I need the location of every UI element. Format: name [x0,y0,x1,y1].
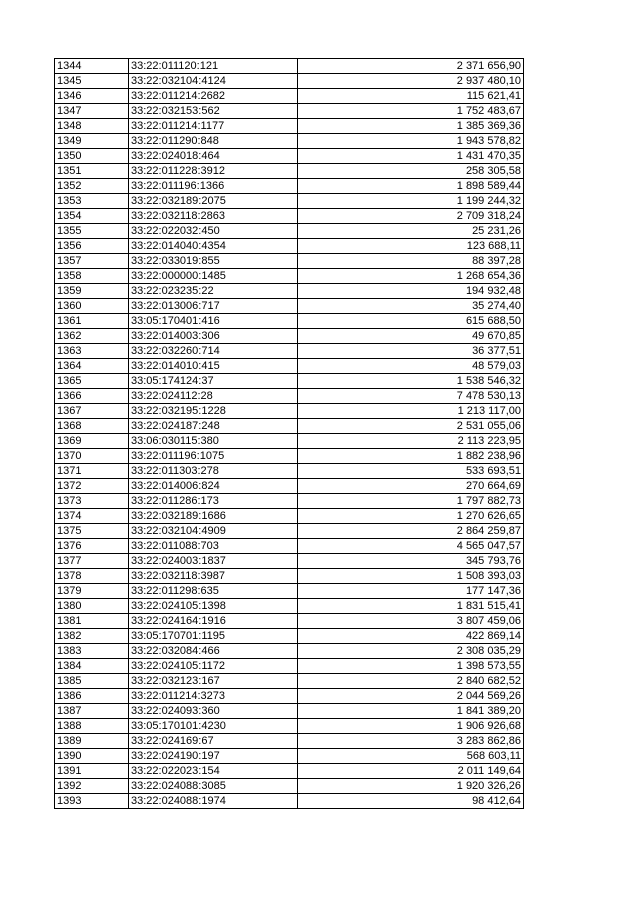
cadastral-value-cell: 115 621,41 [298,89,524,104]
cadastral-value-cell: 48 579,03 [298,359,524,374]
cadastral-number-cell: 33:22:011228:3912 [129,164,298,179]
table-row [55,164,524,179]
table-row [55,269,524,284]
row-number-cell: 1364 [55,359,129,374]
cadastral-value-cell: 3 283 862,86 [298,734,524,749]
cadastral-number-cell: 33:22:011290:848 [129,134,298,149]
row-number-cell: 1377 [55,554,129,569]
table-row [55,554,524,569]
row-number-cell: 1389 [55,734,129,749]
row-number-cell: 1382 [55,629,129,644]
table-row [55,764,524,779]
row-number-cell: 1376 [55,539,129,554]
cadastral-number-cell: 33:22:032123:167 [129,674,298,689]
cadastral-number-cell: 33:22:024187:248 [129,419,298,434]
row-number-cell: 1357 [55,254,129,269]
cadastral-value-cell: 1 398 573,55 [298,659,524,674]
row-number-cell: 1374 [55,509,129,524]
cadastral-value-cell: 2 531 055,06 [298,419,524,434]
table-row [55,659,524,674]
cadastral-number-cell: 33:22:011214:3273 [129,689,298,704]
row-number-cell: 1353 [55,194,129,209]
table-row [55,224,524,239]
table-row [55,644,524,659]
row-number-cell: 1378 [55,569,129,584]
cadastral-value-cell: 123 688,11 [298,239,524,254]
row-number-cell: 1348 [55,119,129,134]
cadastral-number-cell: 33:22:032084:466 [129,644,298,659]
table-row [55,614,524,629]
cadastral-value-cell: 2 840 682,52 [298,674,524,689]
table-row [55,599,524,614]
table-row [55,254,524,269]
cadastral-number-cell: 33:22:000000:1485 [129,269,298,284]
row-number-cell: 1356 [55,239,129,254]
cadastral-number-cell: 33:22:024088:3085 [129,779,298,794]
cadastral-number-cell: 33:05:170101:4230 [129,719,298,734]
table-row [55,674,524,689]
cadastral-number-cell: 33:05:174124:37 [129,374,298,389]
row-number-cell: 1391 [55,764,129,779]
table-row [55,389,524,404]
cadastral-number-cell: 33:22:024003:1837 [129,554,298,569]
cadastral-number-cell: 33:22:032189:2075 [129,194,298,209]
cadastral-value-cell: 1 797 882,73 [298,494,524,509]
cadastral-value-cell: 345 793,76 [298,554,524,569]
table-row [55,419,524,434]
table-row [55,194,524,209]
table-row [55,584,524,599]
cadastral-number-cell: 33:22:032104:4909 [129,524,298,539]
cadastral-number-cell: 33:22:022032:450 [129,224,298,239]
cadastral-value-cell: 533 693,51 [298,464,524,479]
cadastral-number-cell: 33:22:014010:415 [129,359,298,374]
cadastral-number-cell: 33:22:011120:121 [129,59,298,74]
cadastral-number-cell: 33:22:011286:173 [129,494,298,509]
cadastral-number-cell: 33:22:011196:1075 [129,449,298,464]
table-row [55,494,524,509]
table-row [55,794,524,809]
table-row [55,239,524,254]
table-row [55,524,524,539]
row-number-cell: 1365 [55,374,129,389]
table-row [55,704,524,719]
cadastral-number-cell: 33:22:032104:4124 [129,74,298,89]
cadastral-value-cell: 1 268 654,36 [298,269,524,284]
table-row [55,344,524,359]
table-row [55,734,524,749]
cadastral-value-cell: 1 508 393,03 [298,569,524,584]
table-row [55,689,524,704]
row-number-cell: 1373 [55,494,129,509]
table-row [55,329,524,344]
cadastral-value-cell: 7 478 530,13 [298,389,524,404]
cadastral-value-cell: 2 864 259,87 [298,524,524,539]
cadastral-number-cell: 33:22:024018:464 [129,149,298,164]
row-number-cell: 1371 [55,464,129,479]
row-number-cell: 1388 [55,719,129,734]
table-row [55,404,524,419]
table-row [55,149,524,164]
table-row [55,179,524,194]
row-number-cell: 1351 [55,164,129,179]
row-number-cell: 1361 [55,314,129,329]
table-row [55,479,524,494]
row-number-cell: 1344 [55,59,129,74]
cadastral-value-cell: 422 869,14 [298,629,524,644]
cadastral-number-cell: 33:22:032189:1686 [129,509,298,524]
cadastral-value-cell: 4 565 047,57 [298,539,524,554]
cadastral-number-cell: 33:22:011196:1366 [129,179,298,194]
row-number-cell: 1379 [55,584,129,599]
table-row [55,749,524,764]
cadastral-number-cell: 33:22:011088:703 [129,539,298,554]
row-number-cell: 1360 [55,299,129,314]
row-number-cell: 1354 [55,209,129,224]
row-number-cell: 1367 [55,404,129,419]
cadastral-value-cell: 615 688,50 [298,314,524,329]
table-row [55,569,524,584]
row-number-cell: 1380 [55,599,129,614]
row-number-cell: 1384 [55,659,129,674]
row-number-cell: 1362 [55,329,129,344]
cadastral-number-cell: 33:22:011298:635 [129,584,298,599]
cadastral-value-cell: 2 371 656,90 [298,59,524,74]
cadastral-number-cell: 33:22:011214:2682 [129,89,298,104]
row-number-cell: 1372 [55,479,129,494]
table-row [55,119,524,134]
cadastral-value-cell: 2 937 480,10 [298,74,524,89]
cadastral-value-cell: 3 807 459,06 [298,614,524,629]
cadastral-value-cell: 2 011 149,64 [298,764,524,779]
row-number-cell: 1346 [55,89,129,104]
cadastral-number-cell: 33:22:024190:197 [129,749,298,764]
cadastral-value-cell: 1 943 578,82 [298,134,524,149]
cadastral-value-cell: 35 274,40 [298,299,524,314]
table-row [55,449,524,464]
cadastral-value-cell: 98 412,64 [298,794,524,809]
row-number-cell: 1370 [55,449,129,464]
table-row [55,134,524,149]
row-number-cell: 1368 [55,419,129,434]
cadastral-number-cell: 33:22:022023:154 [129,764,298,779]
cadastral-value-cell: 25 231,26 [298,224,524,239]
table-row [55,314,524,329]
cadastral-number-cell: 33:22:033019:855 [129,254,298,269]
cadastral-value-cell: 177 147,36 [298,584,524,599]
table-row [55,434,524,449]
table-row [55,539,524,554]
cadastral-number-cell: 33:22:032260:714 [129,344,298,359]
row-number-cell: 1383 [55,644,129,659]
cadastral-number-cell: 33:22:014003:306 [129,329,298,344]
row-number-cell: 1345 [55,74,129,89]
cadastral-value-table [54,58,524,809]
cadastral-value-cell: 194 932,48 [298,284,524,299]
cadastral-number-cell: 33:22:011303:278 [129,464,298,479]
cadastral-value-cell: 1 213 117,00 [298,404,524,419]
cadastral-number-cell: 33:22:032195:1228 [129,404,298,419]
cadastral-number-cell: 33:22:032153:562 [129,104,298,119]
cadastral-number-cell: 33:22:024105:1398 [129,599,298,614]
table-row [55,374,524,389]
table-row [55,74,524,89]
table-row [55,629,524,644]
cadastral-value-cell: 1 841 389,20 [298,704,524,719]
row-number-cell: 1387 [55,704,129,719]
cadastral-number-cell: 33:22:023235:22 [129,284,298,299]
row-number-cell: 1359 [55,284,129,299]
cadastral-value-cell: 1 898 589,44 [298,179,524,194]
cadastral-value-cell: 1 752 483,67 [298,104,524,119]
cadastral-value-cell: 258 305,58 [298,164,524,179]
table-row [55,779,524,794]
row-number-cell: 1375 [55,524,129,539]
row-number-cell: 1349 [55,134,129,149]
row-number-cell: 1390 [55,749,129,764]
cadastral-value-cell: 1 199 244,32 [298,194,524,209]
table-row [55,209,524,224]
row-number-cell: 1385 [55,674,129,689]
cadastral-number-cell: 33:22:024088:1974 [129,794,298,809]
cadastral-value-cell: 2 709 318,24 [298,209,524,224]
row-number-cell: 1366 [55,389,129,404]
table-row [55,59,524,74]
cadastral-value-cell: 1 431 470,35 [298,149,524,164]
cadastral-number-cell: 33:22:011214:1177 [129,119,298,134]
table-row [55,359,524,374]
cadastral-value-cell: 568 603,11 [298,749,524,764]
table-row [55,509,524,524]
table-row [55,299,524,314]
row-number-cell: 1350 [55,149,129,164]
cadastral-value-cell: 1 882 238,96 [298,449,524,464]
cadastral-value-cell: 2 044 569,26 [298,689,524,704]
row-number-cell: 1355 [55,224,129,239]
cadastral-value-cell: 36 377,51 [298,344,524,359]
cadastral-number-cell: 33:22:024164:1916 [129,614,298,629]
cadastral-value-cell: 1 920 326,26 [298,779,524,794]
cadastral-number-cell: 33:05:170701:1195 [129,629,298,644]
cadastral-value-cell: 88 397,28 [298,254,524,269]
row-number-cell: 1381 [55,614,129,629]
row-number-cell: 1393 [55,794,129,809]
cadastral-value-cell: 1 831 515,41 [298,599,524,614]
row-number-cell: 1363 [55,344,129,359]
cadastral-number-cell: 33:22:024093:360 [129,704,298,719]
row-number-cell: 1369 [55,434,129,449]
row-number-cell: 1392 [55,779,129,794]
row-number-cell: 1352 [55,179,129,194]
cadastral-value-cell: 49 670,85 [298,329,524,344]
cadastral-value-cell: 2 113 223,95 [298,434,524,449]
cadastral-value-cell: 1 906 926,68 [298,719,524,734]
table-row [55,464,524,479]
row-number-cell: 1347 [55,104,129,119]
cadastral-value-cell: 2 308 035,29 [298,644,524,659]
cadastral-number-cell: 33:22:024112:28 [129,389,298,404]
document-page [54,58,524,809]
cadastral-value-cell: 1 538 546,32 [298,374,524,389]
table-body [55,59,524,809]
cadastral-number-cell: 33:22:013006:717 [129,299,298,314]
table-row [55,284,524,299]
row-number-cell: 1358 [55,269,129,284]
table-row [55,89,524,104]
cadastral-value-cell: 1 385 369,36 [298,119,524,134]
cadastral-number-cell: 33:22:014006:824 [129,479,298,494]
cadastral-number-cell: 33:22:024105:1172 [129,659,298,674]
cadastral-number-cell: 33:22:014040:4354 [129,239,298,254]
cadastral-value-cell: 1 270 626,65 [298,509,524,524]
row-number-cell: 1386 [55,689,129,704]
cadastral-value-cell: 270 664,69 [298,479,524,494]
cadastral-number-cell: 33:22:032118:2863 [129,209,298,224]
cadastral-number-cell: 33:22:032118:3987 [129,569,298,584]
table-row [55,719,524,734]
cadastral-number-cell: 33:06:030115:380 [129,434,298,449]
cadastral-number-cell: 33:22:024169:67 [129,734,298,749]
table-row [55,104,524,119]
cadastral-number-cell: 33:05:170401:416 [129,314,298,329]
